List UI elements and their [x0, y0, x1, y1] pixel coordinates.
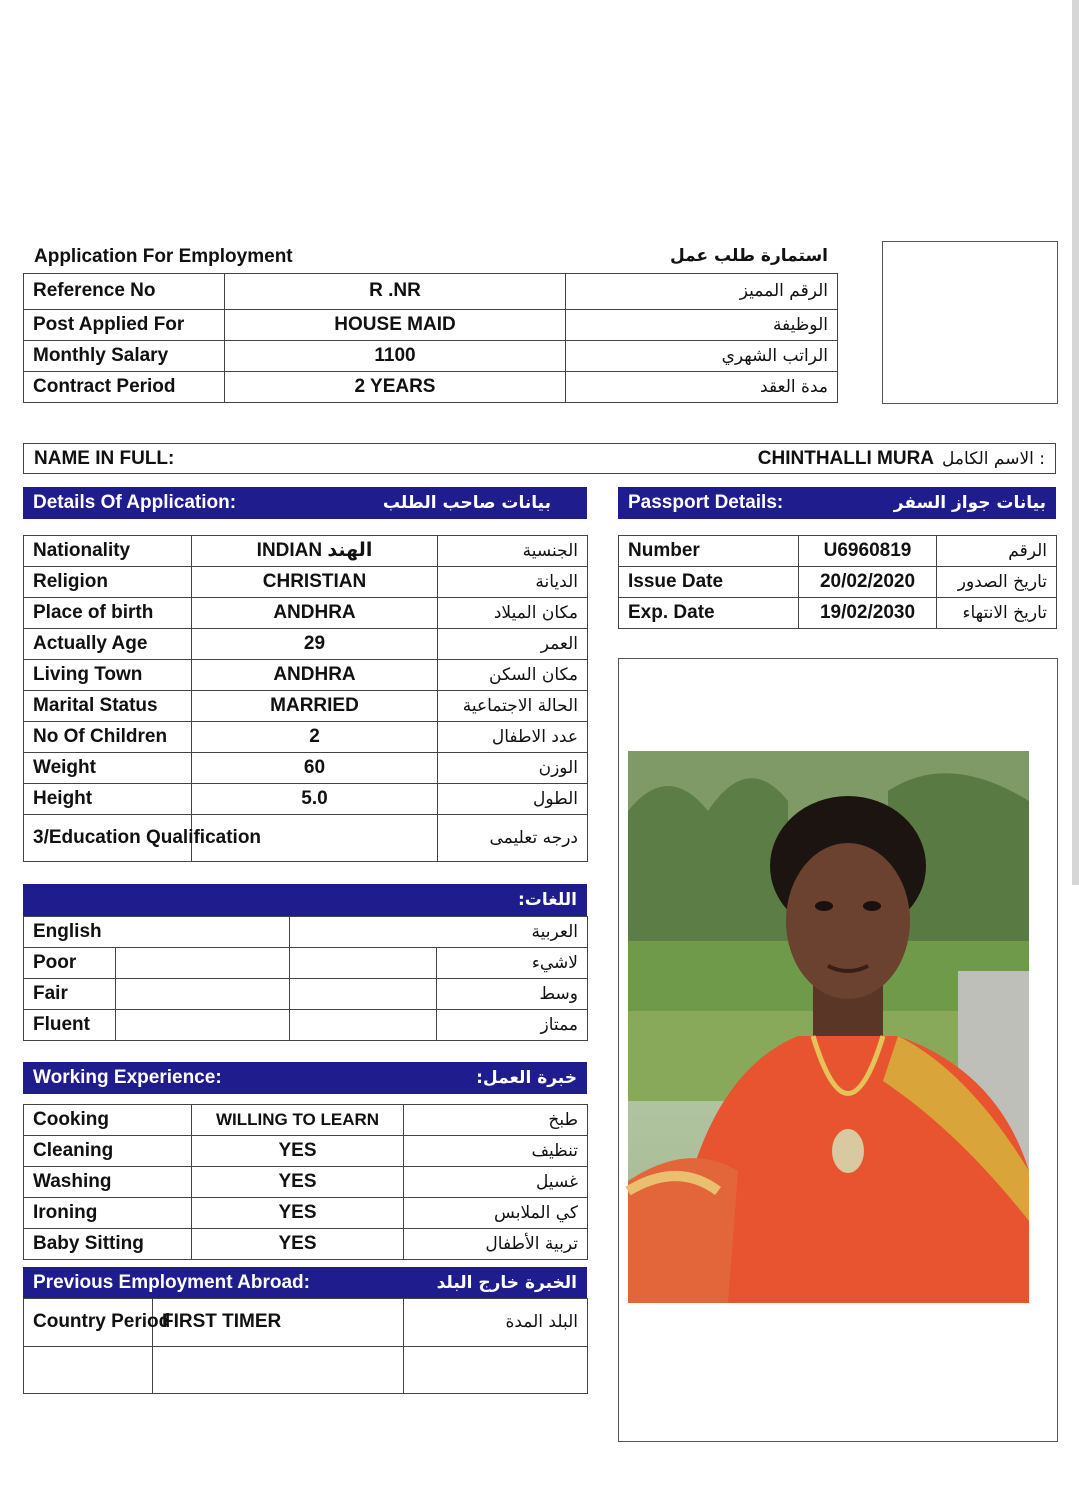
- passport-header: [618, 487, 1056, 519]
- post-value: HOUSE MAID: [225, 310, 566, 341]
- fair-arabic-cell: [290, 979, 437, 1010]
- children-value: 2: [192, 722, 438, 753]
- form-title: Application For Employment: [34, 246, 293, 267]
- contract-value: 2 YEARS: [225, 372, 566, 403]
- contract-label-arabic: مدة العقد: [566, 372, 838, 403]
- table-row: [24, 1198, 588, 1229]
- age-label: Actually Age: [24, 629, 192, 660]
- washing-label-arabic: غسيل: [404, 1167, 588, 1198]
- height-label-arabic: الطول: [438, 784, 588, 815]
- country-period-label: Country Period: [24, 1299, 153, 1347]
- passport-table: [618, 535, 1057, 629]
- table-row: [24, 948, 588, 979]
- passport-title-arabic: بيانات جواز السفر: [893, 493, 1046, 513]
- exp-date-value: 19/02/2030: [799, 598, 937, 629]
- age-label-arabic: العمر: [438, 629, 588, 660]
- fluent-label: Fluent: [24, 1010, 116, 1041]
- fluent-label-arabic: ممتاز: [437, 1010, 588, 1041]
- ironing-label: Ironing: [24, 1198, 192, 1229]
- table-row: [24, 1105, 588, 1136]
- country-period-label-arabic: البلد المدة: [404, 1299, 588, 1347]
- cleaning-value: YES: [192, 1136, 404, 1167]
- children-label: No Of Children: [24, 722, 192, 753]
- header-table: [23, 273, 838, 403]
- country-period-value: FIRST TIMER: [153, 1299, 404, 1347]
- table-row: [24, 629, 588, 660]
- table-row: [619, 536, 1057, 567]
- table-row: [24, 722, 588, 753]
- marital-label-arabic: الحالة الاجتماعية: [438, 691, 588, 722]
- previous-table: [23, 1298, 588, 1394]
- table-row: [24, 1229, 588, 1260]
- experience-table: [23, 1104, 588, 1260]
- height-value: 5.0: [192, 784, 438, 815]
- post-label-arabic: الوظيفة: [566, 310, 838, 341]
- education-label-arabic: درجه تعليمى: [438, 815, 588, 862]
- cooking-label: Cooking: [24, 1105, 192, 1136]
- passport-title: Passport Details:: [628, 492, 784, 513]
- language-arabic-label: العربية: [290, 917, 588, 948]
- details-table: [23, 535, 588, 862]
- birthplace-label-arabic: مكان الميلاد: [438, 598, 588, 629]
- cooking-value: WILLING TO LEARN: [192, 1105, 404, 1136]
- nationality-label: Nationality: [24, 536, 192, 567]
- height-label: Height: [24, 784, 192, 815]
- exp-date-label-arabic: تاريخ الانتهاء: [937, 598, 1057, 629]
- baby-sitting-label-arabic: تربية الأطفال: [404, 1229, 588, 1260]
- previous-header: [23, 1267, 587, 1299]
- religion-label-arabic: الديانة: [438, 567, 588, 598]
- fair-label: Fair: [24, 979, 116, 1010]
- living-town-label: Living Town: [24, 660, 192, 691]
- small-photo-box: [882, 241, 1058, 404]
- languages-title-arabic: اللغات:: [517, 890, 577, 910]
- religion-label: Religion: [24, 567, 192, 598]
- previous-title: Previous Employment Abroad:: [33, 1272, 310, 1293]
- form-title-arabic: استمارة طلب عمل: [669, 246, 828, 266]
- table-row: [24, 815, 588, 862]
- table-row: [24, 310, 838, 341]
- salary-label-arabic: الراتب الشهري: [566, 341, 838, 372]
- table-row: [619, 598, 1057, 629]
- cleaning-label: Cleaning: [24, 1136, 192, 1167]
- ironing-label-arabic: كي الملابس: [404, 1198, 588, 1229]
- table-row: [24, 372, 838, 403]
- table-row: [24, 1167, 588, 1198]
- table-row: [619, 567, 1057, 598]
- marital-label: Marital Status: [24, 691, 192, 722]
- experience-title-arabic: خبرة العمل:: [476, 1068, 577, 1088]
- poor-label: Poor: [24, 948, 116, 979]
- reference-label-arabic: الرقم المميز: [566, 274, 838, 310]
- poor-arabic-cell: [290, 948, 437, 979]
- birthplace-label: Place of birth: [24, 598, 192, 629]
- living-town-label-arabic: مكان السكن: [438, 660, 588, 691]
- passport-number-value: U6960819: [799, 536, 937, 567]
- weight-value: 60: [192, 753, 438, 784]
- table-row: [24, 1299, 588, 1347]
- exp-date-label: Exp. Date: [619, 598, 799, 629]
- issue-date-label-arabic: تاريخ الصدور: [937, 567, 1057, 598]
- applicant-photo: [628, 751, 1029, 1303]
- nationality-label-arabic: الجنسية: [438, 536, 588, 567]
- table-row: [24, 1136, 588, 1167]
- poor-english-cell: [116, 948, 290, 979]
- table-row: [24, 341, 838, 372]
- passport-number-label-arabic: الرقم: [937, 536, 1057, 567]
- salary-value: 1100: [225, 341, 566, 372]
- languages-header: [23, 884, 587, 916]
- contract-label: Contract Period: [24, 372, 225, 403]
- marital-value: MARRIED: [192, 691, 438, 722]
- weight-label-arabic: الوزن: [438, 753, 588, 784]
- table-row: [24, 567, 588, 598]
- living-town-value: ANDHRA: [192, 660, 438, 691]
- language-english-label: English: [24, 917, 290, 948]
- cleaning-label-arabic: تنظيف: [404, 1136, 588, 1167]
- fluent-english-cell: [116, 1010, 290, 1041]
- name-label: NAME IN FULL:: [34, 447, 175, 469]
- children-label-arabic: عدد الاطفال: [438, 722, 588, 753]
- table-row: [24, 536, 588, 567]
- table-row: [24, 598, 588, 629]
- previous-title-arabic: الخبرة خارج البلد: [436, 1273, 577, 1293]
- issue-date-value: 20/02/2020: [799, 567, 937, 598]
- ironing-value: YES: [192, 1198, 404, 1229]
- table-row: [24, 1347, 588, 1394]
- table-row: [24, 917, 588, 948]
- table-row: [24, 753, 588, 784]
- details-title: Details Of Application:: [33, 492, 237, 513]
- details-header: [23, 487, 587, 519]
- experience-header: [23, 1062, 587, 1094]
- table-row: [24, 979, 588, 1010]
- poor-label-arabic: لاشيء: [437, 948, 588, 979]
- table-row: [24, 274, 838, 310]
- table-row: [24, 1010, 588, 1041]
- salary-label: Monthly Salary: [24, 341, 225, 372]
- table-row: [24, 784, 588, 815]
- name-value: CHINTHALLI MURA: [757, 447, 935, 469]
- fair-english-cell: [116, 979, 290, 1010]
- experience-title: Working Experience:: [33, 1067, 222, 1088]
- weight-label: Weight: [24, 753, 192, 784]
- education-label: 3/Education Qualification: [24, 815, 192, 862]
- age-value: 29: [192, 629, 438, 660]
- baby-sitting-value: YES: [192, 1229, 404, 1260]
- previous-empty-cell: [153, 1347, 404, 1394]
- reference-value: R .NR: [225, 274, 566, 310]
- issue-date-label: Issue Date: [619, 567, 799, 598]
- cooking-label-arabic: طبخ: [404, 1105, 588, 1136]
- washing-label: Washing: [24, 1167, 192, 1198]
- details-title-arabic: بيانات صاحب الطلب: [382, 493, 551, 513]
- scrollbar[interactable]: [1072, 0, 1079, 885]
- table-row: [24, 660, 588, 691]
- fair-label-arabic: وسط: [437, 979, 588, 1010]
- name-row: [23, 443, 1056, 474]
- post-label: Post Applied For: [24, 310, 225, 341]
- religion-value: CHRISTIAN: [192, 567, 438, 598]
- passport-number-label: Number: [619, 536, 799, 567]
- table-row: [24, 691, 588, 722]
- nationality-value: INDIAN الهند: [192, 536, 438, 567]
- languages-table: [23, 916, 588, 1041]
- reference-label: Reference No: [24, 274, 225, 310]
- previous-empty-cell: [404, 1347, 588, 1394]
- fluent-arabic-cell: [290, 1010, 437, 1041]
- washing-value: YES: [192, 1167, 404, 1198]
- name-label-arabic: : الاسم الكامل: [942, 448, 1045, 469]
- previous-empty-cell: [24, 1347, 153, 1394]
- baby-sitting-label: Baby Sitting: [24, 1229, 192, 1260]
- birthplace-value: ANDHRA: [192, 598, 438, 629]
